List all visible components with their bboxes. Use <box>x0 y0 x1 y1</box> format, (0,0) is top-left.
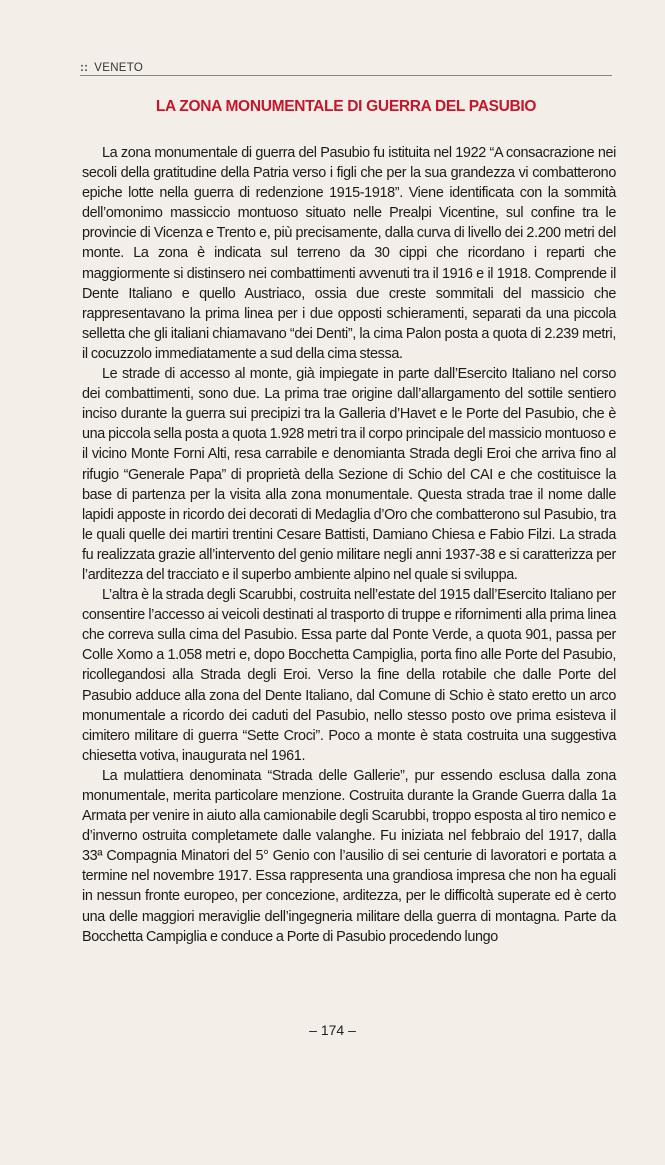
article-body <box>82 143 616 947</box>
paragraph-3: L’altra è la strada degli Scarubbi, costruita nell’estate del 1915 dall’Esercito Italiano per consentire l’accesso ai veicoli destinati al trasporto di truppe e rifornimenti alla prima linea che correva sulla cima del Pasubio. Essa parte dal Ponte Verde, a quota 901, passa per Colle Xomo a 1.058 metri e, dopo Bocchetta Campiglia, porta fino alle Porte del Pasubio, ricollegandosi alla Strada degli Eroi. Verso la fine della rotabile che dalle Porte del Pasubio adduce alla zona del Dente Italiano, dal Comune di Schio è stato eretto un arco monumentale a ricordo dei caduti del Pasubio, nello stesso posto ove prima esisteva il cimitero militare di guerra “Sette Croci”. Poco a monte è stata costruita una suggestiva chiesetta votiva, inaugurata nel 1961. <box>82 587 616 764</box>
section-label: VENETO <box>94 62 144 74</box>
article-title: LA ZONA MONUMENTALE DI GUERRA DEL PASUBIO <box>155 98 537 115</box>
paragraph-1: La zona monumentale di guerra del Pasubio fu istituita nel 1922 “A consacrazione nei secoli della gratitudine della Patria verso i figli che per la sua grandezza vi combatterono epiche lotte nella guerra di redenzione 1915-1918”. Viene identificata con la sommità dell’omonimo massiccio montuoso situato nelle Prealpi Vicentine, sul confine tra le provincie di Vicenza e Trento e, più precisamente, dalla curva di livello dei 2.200 metri del monte. La zona è indicata sul terreno da 30 cippi che ricordano i reparti che maggiormente si distinsero nei combattimenti avvenuti tra il 1916 e il 1918. Comprende il Dente Italiano e quello Austriaco, ossia due creste sommitali del massicio che rappresentavano la prima linea per i due opposti schieramenti, separati da una piccola selletta che gli italiani chiamavano “dei Denti”, la cima Palon posta a quota di 2.239 metri, il cocuzzolo immediatamente a sud della cima stessa. <box>82 145 616 362</box>
paragraph-2: Le strade di accesso al monte, già impiegate in parte dall’Esercito Italiano nel corso dei combattimenti, sono due. La prima trae origine dall’allargamento del sottile sentiero inciso durante la guerra sui precipizi tra la Galleria d’Havet e le Porte del Pasubio, che è una piccola sella posta a quota 1.928 metri tra il corpo principale del massicio montuoso e il vicino Monte Forni Alti, resa carrabile e denomianta Strada degli Eroi che arriva fino al rifugio “Generale Papa” di proprietà della Sezione di Schio del CAI e che costituisce la base di partenza per la visita alla zona monumentale. Questa strada trae il nome dalle lapidi apposte in ricordo dei decorati di Medaglia d’Oro che combatterono sul Pasubio, tra le quali quelle dei martiri trentini Cesare Battisti, Damiano Chiesa e Fabio Filzi. La strada fu realizzata grazie all’intervento del genio militare negli anni 1937-38 e si caratterizza per l’arditezza del tracciato e il superbo ambiente alpino nel quale si sviluppa. <box>82 366 616 583</box>
page-number: – 174 – <box>309 1022 356 1038</box>
running-header <box>80 62 612 76</box>
paragraph-4: La mulattiera denominata “Strada delle Gallerie”, pur essendo esclusa dalla zona monumentale, merita particolare menzione. Costruita durante la Grande Guerra dalla 1a Armata per venire in aiuto alla camionabile degli Scarubbi, troppo esposta al tiro nemico e d’inverno ostruita completamete dalle valanghe. Fu iniziata nel febbraio del 1917, dalla 33ª Compagnia Minatori del 5° Genio con l’ausilio di sei centurie di lavoratori e portata a termine nel novembre 1917. Essa rappresenta una grandiosa impresa che non ha eguali in nessun fronte europeo, per concezione, arditezza, per le difficoltà superate ed è certo una delle maggiori meraviglie dell’ingegneria militare della guerra di montagna. Parte da Bocchetta Campiglia e conduce a Porte di Pasubio procedendo lungo <box>82 767 616 945</box>
header-bullet: :: <box>80 62 89 74</box>
